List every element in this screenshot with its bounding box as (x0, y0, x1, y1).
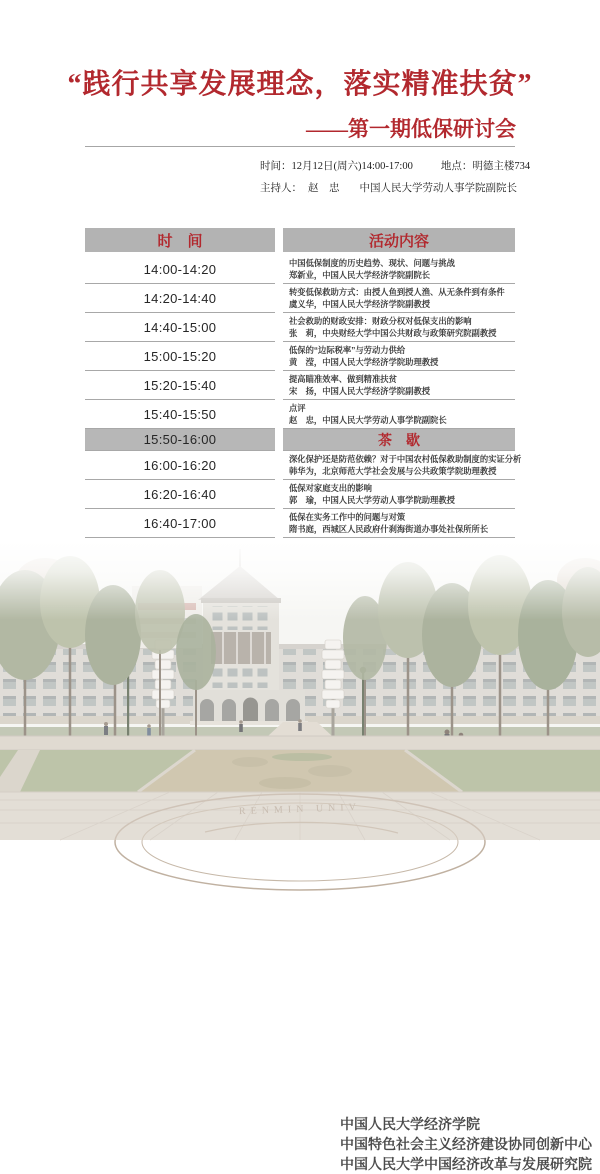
schedule-row (85, 342, 515, 371)
time-cell: 16:00-16:20 (85, 451, 275, 480)
info-line-time-place (260, 156, 530, 178)
schedule-row (85, 255, 515, 284)
organizer-line: 中国特色社会主义经济建设协同创新中心 (340, 1136, 592, 1152)
schedule-row (85, 509, 515, 538)
time-cell: 14:40-15:00 (85, 313, 275, 342)
tea-break-label: 茶 歇 (378, 431, 420, 448)
speaker-text: 隋书庭，西城区人民政府什刹海街道办事处社保所所长 (289, 524, 489, 534)
time-value: 12月12日(周六)14:00-17:00 (291, 161, 413, 172)
time-cell: 16:20-16:40 (85, 480, 275, 509)
plaza-seal-engraved-text: RENMIN UNIV (238, 801, 362, 818)
time-cell: 14:00-14:20 (85, 255, 275, 284)
event-info (260, 156, 530, 200)
speaker-text: 韩华为，北京师范大学社会发展与公共政策学院助理教授 (289, 466, 497, 476)
content-cell (283, 429, 515, 451)
topic-text: 提高瞄准效率、做到精准扶贫 (289, 374, 397, 384)
schedule-row (85, 480, 515, 509)
topic-text: 低保的“边际税率”与劳动力供给 (289, 345, 406, 355)
place-label: 地点： (440, 161, 473, 172)
topic-text: 低保在实务工作中的问题与对策 (289, 512, 406, 522)
topic-text: 低保对家庭支出的影响 (289, 483, 372, 493)
campus-photo (0, 540, 600, 1172)
host-label: 主持人： (260, 183, 302, 194)
speaker-text: 赵 忠，中国人民大学劳动人事学院副院长 (289, 415, 447, 425)
content-cell (283, 400, 515, 429)
photo-top-fade (0, 540, 600, 620)
schedule-header (85, 228, 515, 252)
poster-title: “践行共享发展理念，落实精准扶贫” (67, 69, 533, 100)
organizers-block (340, 1114, 592, 1174)
schedule-row-break (85, 429, 515, 451)
speaker-text: 宋 扬，中国人民大学经济学院副教授 (289, 386, 431, 396)
topic-text: 中国低保制度的历史趋势、现状、问题与挑战 (289, 258, 455, 268)
host-name: 赵 忠 (308, 183, 340, 194)
time-cell: 16:40-17:00 (85, 509, 275, 538)
content-cell (283, 371, 515, 400)
speaker-text: 虞义华，中国人民大学经济学院副教授 (289, 299, 431, 309)
schedule-row (85, 313, 515, 342)
time-cell: 14:20-14:40 (85, 284, 275, 313)
campus-photo-illustration (0, 540, 600, 840)
organizer-line: 中国人民大学经济学院 (340, 1116, 480, 1132)
content-cell (283, 480, 515, 509)
host-title: 中国人民大学劳动人事学院副院长 (359, 183, 517, 194)
schedule-table (85, 228, 522, 538)
schedule-row (85, 284, 515, 313)
speaker-text: 张 莉，中央财经大学中国公共财政与政策研究院副教授 (289, 328, 497, 338)
content-cell (283, 313, 515, 342)
topic-text: 转变低保救助方式：由授人鱼到授人渔、从无条件到有条件 (289, 287, 505, 297)
time-cell: 15:20-15:40 (85, 371, 275, 400)
time-label: 时间： (260, 161, 292, 172)
topic-text: 深化保护还是防范依赖？对于中国农村低保救助制度的实证分析 (289, 454, 522, 464)
header-time-cell: 时 间 (85, 228, 275, 252)
header-content-cell: 活动内容 (283, 228, 515, 252)
divider-rule (85, 146, 515, 147)
topic-text: 社会救助的财政安排：财政分权对低保支出的影响 (289, 316, 472, 326)
speaker-text: 郑新业，中国人民大学经济学院副院长 (289, 270, 431, 280)
time-cell: 15:50-16:00 (85, 429, 275, 451)
info-line-host (260, 178, 530, 200)
organizer-line: 中国人民大学中国经济改革与发展研究院 (340, 1156, 592, 1172)
time-cell: 15:40-15:50 (85, 400, 275, 429)
content-cell (283, 342, 515, 371)
content-cell (283, 451, 522, 480)
place-value: 明德主楼734 (472, 161, 531, 172)
poster-subtitle: ——第一期低保研讨会 (306, 117, 516, 141)
speaker-text: 郭 瑜，中国人民大学劳动人事学院助理教授 (289, 495, 455, 505)
schedule-row (85, 451, 522, 480)
content-cell (283, 509, 515, 538)
content-cell (283, 255, 515, 284)
content-cell (283, 284, 515, 313)
schedule-row (85, 400, 515, 429)
topic-text: 点评 (289, 403, 306, 413)
schedule-row (85, 371, 515, 400)
speaker-text: 黄 滢，中国人民大学经济学院助理教授 (289, 357, 439, 367)
time-cell: 15:00-15:20 (85, 342, 275, 371)
